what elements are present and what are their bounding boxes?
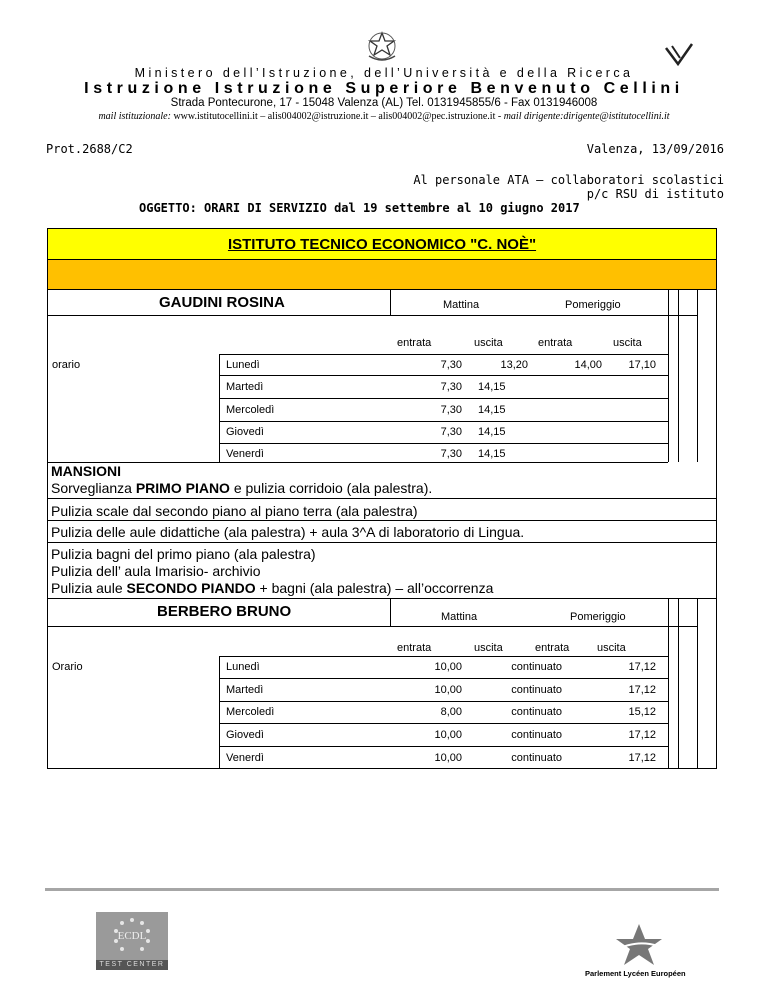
uscita-cell: 14,15: [478, 448, 506, 460]
person-name-1: GAUDINI ROSINA: [159, 294, 285, 311]
header-uscita-2: uscita: [597, 642, 626, 654]
subject-line: OGGETTO: ORARI DI SERVIZIO dal 19 settembre al 10 giugno 2017: [139, 201, 580, 215]
parlement-text: Parlement Lycéen Européen: [585, 969, 686, 978]
mansioni-heading: MANSIONI: [51, 463, 121, 479]
header-uscita-2: uscita: [613, 337, 642, 349]
orange-band: [47, 260, 717, 289]
day-cell: Lunedì: [226, 661, 260, 673]
header-pomeriggio: Pomeriggio: [570, 611, 626, 623]
day-cell: Martedì: [226, 381, 264, 393]
continuato-cell: continuato: [511, 684, 562, 696]
entrata-cell: 10,00: [434, 661, 462, 673]
entrata-cell: 7,30: [440, 426, 462, 438]
day-cell: Venerdì: [226, 448, 264, 460]
recipient-line-2: p/c RSU di istituto: [586, 187, 724, 201]
entrata-cell: 10,00: [434, 752, 462, 764]
header-entrata-2: entrata: [535, 642, 570, 654]
mansioni-emphasis: PRIMO PIANO: [135, 480, 230, 496]
institute-name: Istruzione Istruzione Superiore Benvenuto Cellini: [84, 80, 684, 97]
uscita-pm-cell: 15,12: [628, 706, 656, 718]
continuato-cell: continuato: [511, 706, 562, 718]
mail-line: [0, 111, 768, 122]
entrata-pm-cell: 14,00: [574, 359, 602, 371]
footer-rule: [45, 888, 719, 891]
ecdl-text: ECDL: [117, 930, 147, 942]
protocol-number: Prot.2688/C2: [46, 142, 133, 156]
address-line: Strada Pontecurone, 17 - 15048 Valenza (AL) Tel. 0131945855/6 - Fax 0131946008: [170, 97, 598, 109]
uscita-pm-cell: 17,12: [628, 752, 656, 764]
mansioni-text: Pulizia aule: [51, 580, 127, 596]
day-cell: Mercoledì: [226, 404, 275, 416]
uscita-cell: 14,15: [478, 381, 506, 393]
uscita-pm-cell: 17,12: [628, 661, 656, 673]
continuato-cell: continuato: [511, 661, 562, 673]
entrata-cell: 10,00: [434, 684, 462, 696]
day-cell: Mercoledì: [226, 706, 275, 718]
entrata-cell: 7,30: [440, 381, 462, 393]
mail-label: mail istituzionale:: [98, 111, 171, 122]
mansioni-emphasis: SECONDO PIANDO: [126, 580, 256, 596]
day-cell: Venerdì: [226, 752, 264, 764]
mansioni-text: + bagni (ala palestra) – all’occorrenza: [255, 580, 494, 596]
continuato-cell: continuato: [511, 752, 562, 764]
uscita-pm-cell: 17,12: [628, 684, 656, 696]
mansioni-line-3: Pulizia delle aule didattiche (ala palestra) + aula 3^A di laboratorio di Lingua.: [51, 524, 525, 540]
mansioni-line-1: [51, 480, 432, 496]
header-mattina: Mattina: [443, 299, 480, 311]
mansioni-line-2: Pulizia scale dal secondo piano al piano terra (ala palestra): [51, 503, 418, 519]
entrata-cell: 7,30: [440, 359, 462, 371]
day-cell: Giovedì: [226, 729, 264, 741]
test-center-text: TEST CENTER: [96, 960, 168, 970]
school-title: ISTITUTO TECNICO ECONOMICO "C. NOÈ": [227, 236, 537, 253]
day-cell: Giovedì: [226, 426, 264, 438]
mansioni-line-4: Pulizia bagni del primo piano (ala palestra): [51, 546, 316, 562]
school-logo-icon: [664, 42, 694, 68]
ministry-line: Ministero dell’Istruzione, dell’Università e della Ricerca: [134, 66, 634, 80]
day-cell: Lunedì: [226, 359, 260, 371]
uscita-cell: 14,15: [478, 426, 506, 438]
orario-label: orario: [52, 359, 81, 371]
header-entrata: entrata: [397, 642, 432, 654]
republic-emblem: [364, 30, 400, 64]
mansioni-text: e pulizia corridoio (ala palestra).: [229, 480, 433, 496]
ecdl-logo: [96, 912, 168, 970]
header-mattina: Mattina: [441, 611, 478, 623]
header-uscita: uscita: [474, 337, 503, 349]
header-pomeriggio: Pomeriggio: [565, 299, 621, 311]
uscita-cell: 14,15: [478, 404, 506, 416]
day-cell: Martedì: [226, 684, 264, 696]
mansioni-line-5: Pulizia dell’ aula Imarisio- archivio: [51, 563, 261, 579]
mail-dirigente: - mail dirigente:dirigente@istitutocellini.it: [497, 111, 670, 122]
place-date: Valenza, 13/09/2016: [586, 142, 724, 156]
uscita-cell: 13,20: [500, 359, 528, 371]
recipient-line-1: Al personale ATA – collaboratori scolastici: [413, 173, 724, 187]
header-uscita: uscita: [474, 642, 503, 654]
header-entrata-2: entrata: [538, 337, 573, 349]
entrata-cell: 10,00: [434, 729, 462, 741]
person-name-2: BERBERO BRUNO: [157, 603, 292, 620]
uscita-pm-cell: 17,10: [628, 359, 656, 371]
mansioni-line-6: [51, 580, 493, 596]
parlement-logo-icon: [610, 922, 668, 968]
entrata-cell: 8,00: [440, 706, 462, 718]
entrata-cell: 7,30: [440, 448, 462, 460]
header-entrata: entrata: [397, 337, 432, 349]
mail-text: www.istitutocellini.it – alis004002@istruzione.it – alis004002@pec.istruzione.it: [173, 111, 496, 122]
uscita-pm-cell: 17,12: [628, 729, 656, 741]
mansioni-text: Sorveglianza: [51, 480, 136, 496]
orario-label: Orario: [52, 661, 83, 673]
entrata-cell: 7,30: [440, 404, 462, 416]
continuato-cell: continuato: [511, 729, 562, 741]
